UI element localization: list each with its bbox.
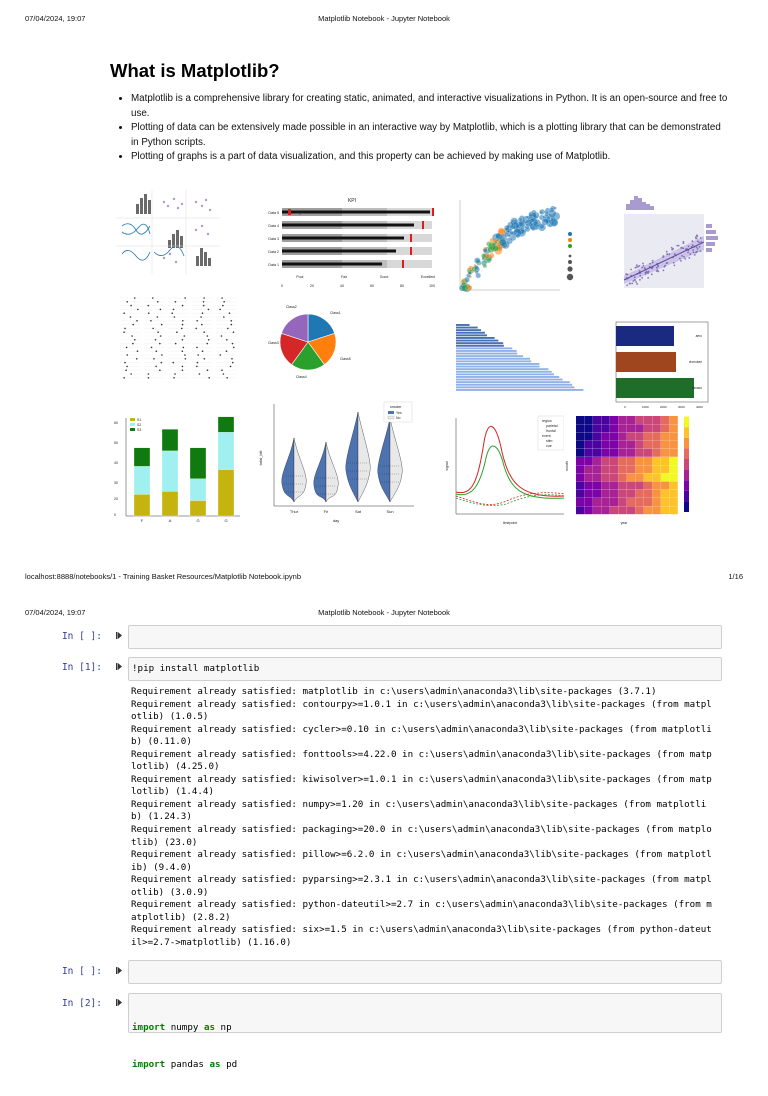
code-line: import numpy as np [132, 1021, 232, 1033]
stacked-segment [218, 432, 234, 469]
code-line: import pandas as pd [132, 1059, 238, 1071]
violin-half [378, 418, 390, 502]
line-plot-graphic [444, 412, 568, 528]
y-axis-label: month [565, 461, 569, 471]
bullet-item: • Plotting of graphs is a part of data visualization, and this property can be achieved by making use of Matplotlib. [131, 150, 731, 165]
hbar-label: aero [695, 334, 702, 338]
horizontal-bars-graphic [452, 322, 586, 394]
output-line: Requirement already satisfied: numpy>=1.20 in c:\users\admin\anaconda3\lib\site-packages (from matplotli [131, 798, 707, 810]
stacked-segment [218, 417, 234, 433]
x-tick-label: Thur [289, 509, 299, 514]
legend-title: smoker [390, 405, 402, 409]
svg-text:3000: 3000 [678, 405, 685, 409]
output-line: il>=2.7->matplotlib) (1.16.0) [131, 936, 292, 948]
x-tick-label: F [140, 518, 144, 523]
kpi-bar [282, 211, 430, 214]
stacked-segment [190, 501, 206, 517]
kpi-row-label: Data 1 [268, 263, 279, 267]
kpi-bullet-chart [252, 194, 440, 290]
svg-text:2000: 2000 [660, 405, 667, 409]
x-tick-label: G [224, 518, 228, 523]
legend-label: stim [546, 439, 553, 443]
svg-text:40: 40 [114, 461, 118, 465]
cell-prompt: In [1]: [61, 662, 102, 673]
svg-text:30: 30 [114, 481, 118, 485]
output-line: otlib) (3.0.9) [131, 886, 209, 898]
legend-label: event [542, 434, 551, 438]
kpi-row-label: Data 3 [268, 237, 279, 241]
stacked-segment [190, 479, 206, 501]
pie-label: Class4 [296, 375, 307, 379]
svg-text:0: 0 [281, 284, 283, 288]
heatmap-graphic [564, 412, 698, 526]
stacked-segment [134, 448, 150, 467]
legend-label: No [396, 416, 401, 420]
cell-prompt: In [ ]: [61, 966, 102, 977]
output-line: Requirement already satisfied: pyparsing>=2.3.1 in c:\users\admin\anaconda3\lib\site-packages (from matpl [131, 874, 712, 886]
print-header-title: Matplotlib Notebook - Jupyter Notebook [318, 14, 450, 23]
output-line: Requirement already satisfied: cycler>=0.10 in c:\users\admin\anaconda3\lib\site-packages (from matplotli [131, 723, 712, 735]
violin-half [346, 412, 358, 502]
violin-half [282, 438, 294, 502]
output-line: lotlib) (1.4.4) [131, 786, 214, 798]
dot-strip-graphic [112, 292, 240, 384]
dot-strip-thumbnail [112, 292, 240, 384]
svg-text:Excellent: Excellent [420, 275, 436, 279]
y-axis-label: signal [445, 461, 449, 471]
hbar [616, 378, 694, 398]
cell-output [131, 686, 731, 949]
kpi-bar [282, 224, 414, 227]
x-tick-label: A [168, 518, 172, 523]
output-line: Requirement already satisfied: contourpy>=1.0.1 in c:\users\admin\anaconda3\lib\site-packages (from matpl [131, 698, 712, 710]
bullet-item: • Matplotlib is a comprehensive library for creating static, animated, and interactive visualizations in Python. It is an open-source and free to use. [131, 92, 731, 121]
pairplot-thumbnail [116, 190, 220, 274]
output-line: Requirement already satisfied: pillow>=6.2.0 in c:\users\admin\anaconda3\lib\site-packages (from matplotl [131, 849, 712, 861]
violin-half [390, 418, 402, 502]
legend-label: Yes [396, 411, 402, 415]
bullet-item: • Plotting of data can be extensively made possible in an interactive way by Matplotlib, which is a plotting library that can be demonstrated in Python scripts. [131, 121, 731, 150]
pie-chart-graphic [260, 298, 356, 382]
run-cell-icon[interactable] [116, 632, 122, 639]
svg-text:20: 20 [310, 284, 314, 288]
hbar [616, 352, 676, 372]
pie-chart-thumbnail [260, 298, 356, 382]
kpi-row-label: Data 2 [268, 250, 279, 254]
output-line: b) (0.11.0) [131, 736, 192, 748]
legend-title: region [542, 419, 552, 423]
violin-half [314, 442, 326, 502]
x-axis-label: timepoint [502, 521, 518, 525]
output-line: Requirement already satisfied: python-dateutil>=2.7 in c:\users\admin\anaconda3\lib\site-packages (from m [131, 899, 712, 911]
pie-label: Class2 [286, 305, 297, 309]
x-axis-label: day [332, 518, 340, 523]
line-plot-thumbnail [444, 412, 568, 528]
svg-text:100: 100 [429, 284, 435, 288]
output-line: Requirement already satisfied: fonttools>=4.22.0 in c:\users\admin\anaconda3\lib\site-packages (from matp [131, 748, 712, 760]
svg-text:60: 60 [114, 421, 118, 425]
legend-label: S2 [137, 423, 142, 427]
stacked-segment [162, 429, 178, 451]
legend-label: cue [546, 444, 552, 448]
svg-text:40: 40 [340, 284, 344, 288]
run-cell-icon[interactable] [116, 999, 122, 1006]
x-tick-label: Sun [386, 509, 394, 514]
svg-text:60: 60 [370, 284, 374, 288]
code-cell[interactable] [128, 993, 722, 1071]
print-header-date: 07/04/2024, 19:07 [25, 14, 86, 23]
x-tick-label: Fri [323, 509, 329, 514]
print-footer-url: localhost:8888/notebooks/1 - Training Basket Resources/Matplotlib Notebook.ipynb [25, 572, 301, 581]
print-header-title: Matplotlib Notebook - Jupyter Notebook [318, 608, 450, 617]
svg-text:50: 50 [114, 441, 118, 445]
kpi-bar [282, 263, 382, 266]
bubble-scatter-graphic [452, 194, 586, 298]
jointplot-thumbnail [620, 194, 718, 298]
svg-text:4000: 4000 [696, 405, 703, 409]
output-line: Requirement already satisfied: kiwisolver>=1.0.1 in c:\users\admin\anaconda3\lib\site-packages (from matp [131, 773, 712, 785]
pie-label: Class5 [340, 357, 351, 361]
stacked-bar-graphic [112, 412, 244, 526]
stacked-bar-chart [112, 412, 244, 526]
code-cell-empty[interactable] [128, 625, 722, 649]
output-line: Requirement already satisfied: six>=1.5 in c:\users\admin\anaconda3\lib\site-packages (from python-dateut [131, 924, 712, 936]
legend-label: S3 [137, 428, 142, 432]
stacked-segment [190, 448, 206, 479]
kpi-bar [282, 237, 404, 240]
cell-prompt: In [2]: [61, 998, 102, 1009]
horizontal-bars-thumbnail [452, 322, 586, 394]
stacked-segment [134, 466, 150, 494]
kpi-bullet-graphic [252, 194, 440, 290]
output-line: tlib) (23.0) [131, 836, 198, 848]
run-cell-icon[interactable] [116, 663, 122, 670]
y-axis-label: total_bill [258, 450, 263, 466]
pie-label: Class1 [330, 311, 341, 315]
hbar-label: fanaco [692, 386, 702, 390]
svg-text:0: 0 [114, 513, 116, 517]
stacked-segment [218, 470, 234, 517]
pairplot-graphic [116, 190, 220, 274]
x-tick-label: Sat [354, 509, 362, 514]
cell-prompt: In [ ]: [61, 631, 102, 642]
code-cell[interactable] [128, 657, 722, 681]
violin-half [326, 442, 338, 502]
heatmap-thumbnail [564, 412, 698, 526]
labeled-hbar-chart [612, 318, 712, 410]
legend-label: S1 [137, 418, 142, 422]
violin-half [358, 412, 370, 502]
kpi-row-label: Data 4 [268, 224, 279, 228]
pie-label: Class3 [268, 341, 279, 345]
svg-text:1000: 1000 [642, 405, 649, 409]
output-line: Requirement already satisfied: packaging>=20.0 in c:\users\admin\anaconda3\lib\site-packages (from matplo [131, 824, 712, 836]
output-line: b) (1.24.3) [131, 811, 192, 823]
violin-plot-thumbnail [256, 398, 418, 526]
bubble-scatter-thumbnail [452, 194, 586, 298]
output-line: lotlib) (4.25.0) [131, 761, 220, 773]
intro-bullet-list [114, 92, 731, 165]
x-axis-label: year [620, 521, 628, 525]
output-line: otlib) (1.0.5) [131, 711, 209, 723]
code-cell-empty[interactable] [128, 960, 722, 984]
output-line: Requirement already satisfied: matplotlib in c:\users\admin\anaconda3\lib\site-packages (3.7.1) [131, 686, 657, 697]
print-footer-page: 1/16 [728, 572, 743, 581]
stacked-segment [162, 451, 178, 491]
svg-text:0: 0 [624, 405, 626, 409]
violin-half [294, 438, 306, 502]
svg-text:80: 80 [400, 284, 404, 288]
stacked-segment [162, 491, 178, 516]
code-line: !pip install matplotlib [132, 663, 260, 674]
jointplot-graphic [620, 194, 718, 298]
print-header-date: 07/04/2024, 19:07 [25, 608, 86, 617]
page-heading: What is Matplotlib? [110, 60, 280, 81]
hbar [616, 326, 674, 346]
svg-text:20: 20 [114, 497, 118, 501]
stacked-segment [134, 494, 150, 516]
chart-title: KPI [347, 198, 357, 204]
violin-plot-graphic [256, 398, 418, 526]
run-cell-icon[interactable] [116, 967, 122, 974]
labeled-hbar-graphic [612, 318, 712, 410]
svg-text:Fair: Fair [340, 275, 348, 279]
x-tick-label: G [196, 518, 200, 523]
output-line: ib) (9.4.0) [131, 861, 192, 873]
kpi-bar [282, 250, 396, 253]
legend-label: parietal [546, 424, 558, 428]
legend-label: frontal [546, 429, 556, 433]
svg-text:Poor: Poor [296, 275, 304, 279]
kpi-row-label: Data 5 [268, 211, 279, 215]
kpi-target-label: Target [294, 210, 304, 215]
hbar-label: cherokee [688, 360, 702, 364]
output-line: atplotlib) (2.8.2) [131, 911, 231, 923]
svg-text:Good: Good [379, 275, 389, 279]
